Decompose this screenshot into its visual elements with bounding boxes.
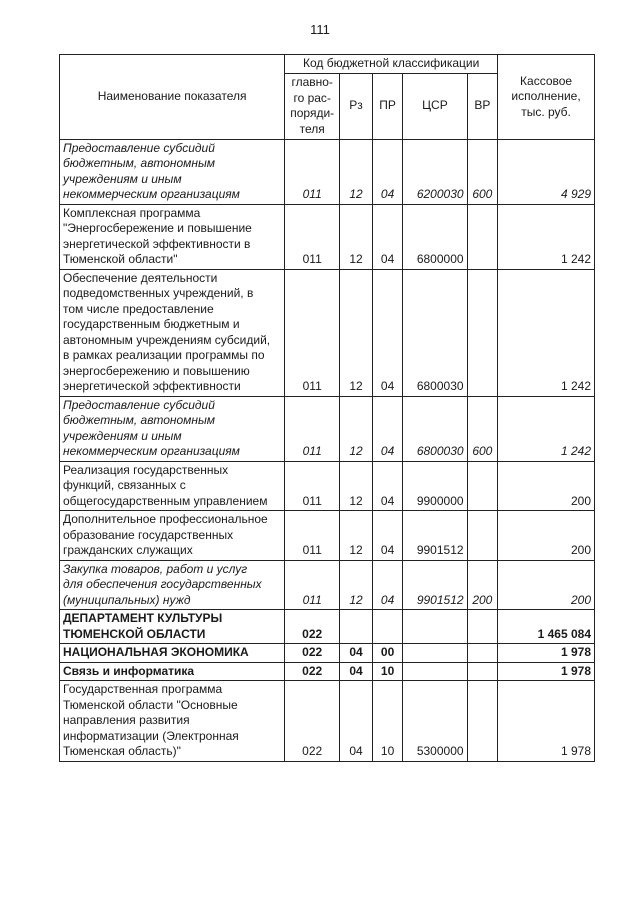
table-body [60, 139, 595, 761]
row-sum: 1 242 [498, 269, 595, 396]
row-gl: 022 [285, 662, 340, 681]
row-pr: 04 [372, 269, 403, 396]
row-csr: 6800000 [403, 204, 467, 269]
row-vr [467, 204, 498, 269]
row-rz: 04 [340, 662, 373, 681]
table-row [60, 139, 595, 204]
table-row [60, 681, 595, 762]
row-pr: 10 [372, 681, 403, 762]
header-pr: ПР [372, 73, 403, 139]
header-rz: Рз [340, 73, 373, 139]
row-vr [467, 644, 498, 663]
header-code-group: Код бюджетной классификации [285, 55, 498, 74]
row-pr: 04 [372, 560, 403, 610]
row-rz [340, 610, 373, 644]
row-sum: 1 465 084 [498, 610, 595, 644]
row-csr [403, 662, 467, 681]
row-rz: 12 [340, 396, 373, 461]
row-pr: 04 [372, 396, 403, 461]
row-gl: 011 [285, 461, 340, 511]
row-csr [403, 644, 467, 663]
row-rz: 04 [340, 681, 373, 762]
row-pr: 04 [372, 204, 403, 269]
row-sum: 1 242 [498, 396, 595, 461]
row-vr [467, 681, 498, 762]
row-csr: 9901512 [403, 511, 467, 561]
row-gl: 011 [285, 511, 340, 561]
row-vr [467, 610, 498, 644]
row-rz: 04 [340, 644, 373, 663]
table-row [60, 204, 595, 269]
row-csr: 6800030 [403, 396, 467, 461]
table-row [60, 610, 595, 644]
row-vr [467, 461, 498, 511]
row-rz: 12 [340, 560, 373, 610]
row-name: Предоставление субсидий бюджетным, автономным учреждениям и иным некоммерческим организациям [60, 396, 285, 461]
row-rz: 12 [340, 511, 373, 561]
row-rz: 12 [340, 139, 373, 204]
header-glavnogo: главно- го рас- поряди- теля [285, 73, 340, 139]
row-gl: 011 [285, 269, 340, 396]
row-pr: 00 [372, 644, 403, 663]
row-pr: 10 [372, 662, 403, 681]
table-row [60, 560, 595, 610]
row-gl: 022 [285, 681, 340, 762]
row-vr: 600 [467, 396, 498, 461]
row-gl: 011 [285, 204, 340, 269]
row-name: Реализация государственных функций, связанных с общегосударственным управлением [60, 461, 285, 511]
row-gl: 022 [285, 610, 340, 644]
row-name: Связь и информатика [60, 662, 285, 681]
row-gl: 011 [285, 139, 340, 204]
table-row [60, 461, 595, 511]
row-csr [403, 610, 467, 644]
row-name: Закупка товаров, работ и услуг для обеспечения государственных (муниципальных) нужд [60, 560, 285, 610]
row-rz: 12 [340, 269, 373, 396]
row-gl: 011 [285, 396, 340, 461]
row-sum: 200 [498, 560, 595, 610]
row-vr [467, 511, 498, 561]
header-vr: ВР [467, 73, 498, 139]
row-vr: 600 [467, 139, 498, 204]
row-vr [467, 269, 498, 396]
table-row [60, 269, 595, 396]
row-name: Комплексная программа "Энергосбережение и повышение энергетической эффективности в Тюменской области" [60, 204, 285, 269]
table-row [60, 644, 595, 663]
row-pr [372, 610, 403, 644]
row-csr: 9900000 [403, 461, 467, 511]
table-row [60, 396, 595, 461]
row-name: Обеспечение деятельности подведомственных учреждений, в том числе предоставление государственным бюджетным и автономным учреждениям субсидий, в рамках реализации программы по энергосбережению и повышению энергетической эффективности [60, 269, 285, 396]
row-name: Государственная программа Тюменской области "Основные направления развития информатизации (Электронная Тюменская область)" [60, 681, 285, 762]
row-csr: 6800030 [403, 269, 467, 396]
row-csr: 5300000 [403, 681, 467, 762]
header-csr: ЦСР [403, 73, 467, 139]
row-sum: 1 242 [498, 204, 595, 269]
row-name: Дополнительное профессиональное образование государственных гражданских служащих [60, 511, 285, 561]
row-rz: 12 [340, 461, 373, 511]
row-csr: 9901512 [403, 560, 467, 610]
row-pr: 04 [372, 511, 403, 561]
table-row [60, 511, 595, 561]
page-number: 111 [310, 22, 330, 37]
row-sum: 200 [498, 511, 595, 561]
row-sum: 4 929 [498, 139, 595, 204]
row-name: ДЕПАРТАМЕНТ КУЛЬТУРЫ ТЮМЕНСКОЙ ОБЛАСТИ [60, 610, 285, 644]
row-pr: 04 [372, 139, 403, 204]
row-sum: 200 [498, 461, 595, 511]
row-vr: 200 [467, 560, 498, 610]
row-sum: 1 978 [498, 644, 595, 663]
row-rz: 12 [340, 204, 373, 269]
budget-table [59, 54, 595, 762]
row-vr [467, 662, 498, 681]
row-name: НАЦИОНАЛЬНАЯ ЭКОНОМИКА [60, 644, 285, 663]
row-csr: 6200030 [403, 139, 467, 204]
table-row [60, 662, 595, 681]
header-sum: Кассовое исполнение, тыс. руб. [498, 55, 595, 140]
header-name: Наименование показателя [60, 55, 285, 140]
row-gl: 022 [285, 644, 340, 663]
row-pr: 04 [372, 461, 403, 511]
row-sum: 1 978 [498, 681, 595, 762]
row-gl: 011 [285, 560, 340, 610]
row-name: Предоставление субсидий бюджетным, автономным учреждениям и иным некоммерческим организациям [60, 139, 285, 204]
row-sum: 1 978 [498, 662, 595, 681]
